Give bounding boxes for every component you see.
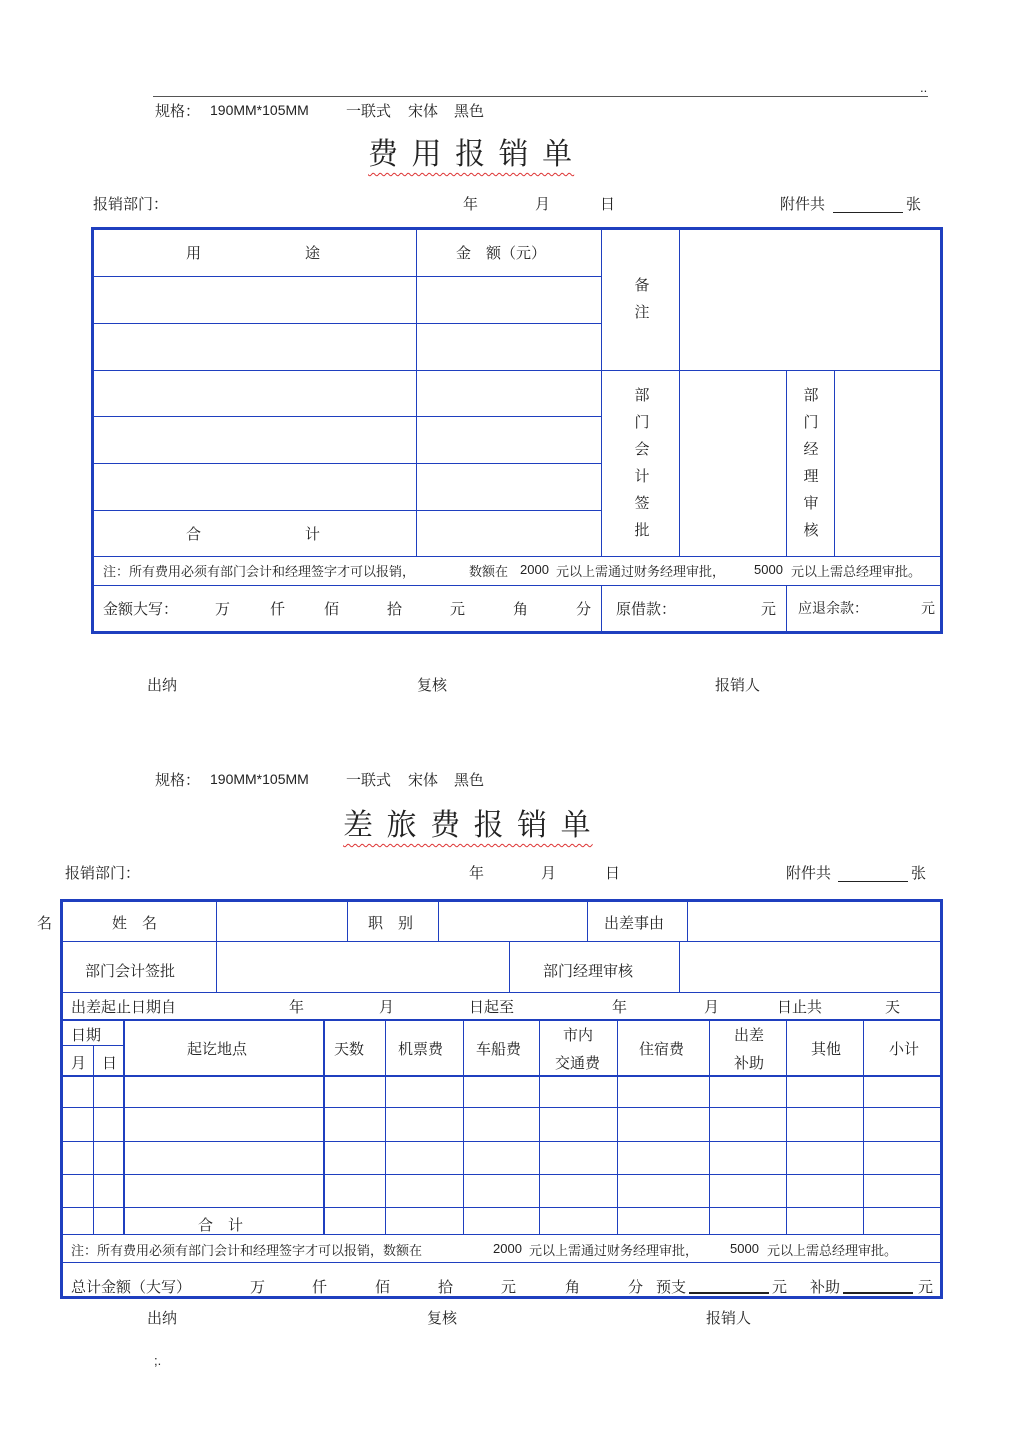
total-label: 合 计 <box>198 1216 244 1234</box>
note-text: 元以上需总经理审批。 <box>767 1244 898 1259</box>
period-year2: 年 <box>612 998 628 1016</box>
col-line <box>601 585 602 632</box>
row-line <box>62 1141 941 1142</box>
header-days: 天数 <box>334 1040 365 1058</box>
col-line <box>679 229 680 556</box>
unit-fen: 分 <box>576 600 592 618</box>
col-line <box>617 1019 618 1234</box>
col-line <box>385 1019 386 1234</box>
row-line <box>62 1207 941 1208</box>
col-line <box>438 901 439 941</box>
advance-field[interactable] <box>689 1292 769 1294</box>
row-line <box>62 1174 941 1175</box>
date-day: 日 <box>605 864 621 882</box>
dept-accounting-label: 部门会计签批 <box>85 962 176 980</box>
note-text: 元以上需通过财务经理审批， <box>529 1244 699 1259</box>
row-line <box>62 992 941 993</box>
stray-char: 名 <box>37 914 53 932</box>
header-purpose-a: 用 <box>186 244 202 262</box>
header-fare: 车船费 <box>476 1040 522 1058</box>
attach-unit: 张 <box>911 864 927 882</box>
col-line <box>709 1019 710 1234</box>
spec-copies: 一联式 <box>346 102 392 120</box>
note-text: 注：所有费用必须有部门会计和经理签字才可以报销， <box>103 565 416 580</box>
spec-color: 黑色 <box>454 102 485 120</box>
col-line <box>834 370 835 556</box>
travel-table <box>60 899 943 1299</box>
unit-qian: 仟 <box>270 600 286 618</box>
col-line <box>587 901 588 941</box>
form-title: 差 旅 费 报 销 单 <box>343 808 593 843</box>
refund-label: 应退余款： <box>798 601 868 617</box>
capital-amount-label: 总计金额（大写） <box>71 1278 192 1296</box>
col-line <box>863 1019 864 1234</box>
note-amount: 5000 <box>754 562 783 577</box>
col-line <box>123 1019 125 1234</box>
date-year: 年 <box>463 195 479 213</box>
col-line <box>416 229 417 556</box>
row-line <box>93 416 601 417</box>
note-amount: 5000 <box>730 1241 759 1256</box>
unit-yuan: 元 <box>450 600 466 618</box>
header-local-a: 市内 <box>563 1026 594 1044</box>
footer-claimant: 报销人 <box>715 676 761 694</box>
loan-label: 原借款： <box>616 600 677 618</box>
unit-qian: 仟 <box>312 1278 328 1296</box>
attach-unit: 张 <box>906 195 922 213</box>
header-route: 起讫地点 <box>187 1040 248 1058</box>
unit-jiao: 角 <box>565 1278 581 1296</box>
total-label-b: 计 <box>305 525 321 543</box>
col-line <box>539 1019 540 1234</box>
footer-review: 复核 <box>417 676 448 694</box>
unit-yuan: 元 <box>501 1278 517 1296</box>
col-line <box>786 585 787 632</box>
period-month1: 月 <box>379 998 395 1016</box>
bottom-mark: ;. <box>154 1353 162 1368</box>
date-month: 月 <box>535 195 551 213</box>
dept-manager-label: 部门经理审核 <box>543 962 634 980</box>
top-right-mark: .. <box>920 80 928 95</box>
header-other: 其他 <box>811 1040 842 1058</box>
dept-label: 报销部门： <box>93 195 169 213</box>
period-year1: 年 <box>289 998 305 1016</box>
spec-copies: 一联式 <box>346 771 392 789</box>
header-local-b: 交通费 <box>555 1054 601 1072</box>
unit-wan: 万 <box>250 1278 266 1296</box>
dept-label: 报销部门： <box>65 864 141 882</box>
row-line <box>62 941 941 942</box>
col-line <box>216 901 217 992</box>
loan-unit: 元 <box>761 600 777 618</box>
note-text: 数额在 <box>469 565 509 580</box>
period-from: 日起至 <box>469 998 515 1016</box>
note-text: 元以上需总经理审批。 <box>791 565 922 580</box>
position-label: 职 别 <box>368 914 414 932</box>
row-line <box>93 556 941 557</box>
row-line <box>93 370 941 371</box>
subsidy-label: 补助 <box>810 1278 841 1296</box>
col-line <box>347 901 348 941</box>
row-line <box>93 276 601 277</box>
unit-jiao: 角 <box>513 600 529 618</box>
advance-unit: 元 <box>772 1278 788 1296</box>
unit-shi: 拾 <box>387 600 403 618</box>
note-amount: 2000 <box>520 562 549 577</box>
spec-size: 190MM*105MM <box>210 102 309 118</box>
header-month: 月 <box>71 1054 87 1072</box>
refund-unit: 元 <box>921 601 935 617</box>
name-label: 姓 名 <box>112 914 158 932</box>
row-line <box>93 323 601 324</box>
col-line <box>679 941 680 992</box>
date-day: 日 <box>600 195 616 213</box>
reason-label: 出差事由 <box>604 914 665 932</box>
unit-shi: 拾 <box>438 1278 454 1296</box>
header-date: 日期 <box>71 1026 102 1044</box>
attach-label: 附件共 <box>780 195 826 213</box>
col-line <box>509 941 510 992</box>
header-day: 日 <box>102 1054 118 1072</box>
spec-color: 黑色 <box>454 771 485 789</box>
unit-bai: 佰 <box>324 600 340 618</box>
attach-label: 附件共 <box>786 864 832 882</box>
total-label-a: 合 <box>186 525 202 543</box>
row-line <box>93 585 941 586</box>
dept-accounting-label: 部门会计签批 <box>634 386 650 539</box>
col-line <box>786 1019 787 1234</box>
period-prefix: 出差起止日期自 <box>71 998 177 1016</box>
spec-label: 规格： <box>155 102 201 120</box>
unit-bai: 佰 <box>375 1278 391 1296</box>
top-rule <box>153 96 928 97</box>
footer-claimant: 报销人 <box>706 1309 752 1327</box>
unit-fen: 分 <box>628 1278 644 1296</box>
spec-font: 宋体 <box>408 102 439 120</box>
footer-cashier: 出纳 <box>147 1309 178 1327</box>
subsidy-unit: 元 <box>918 1278 934 1296</box>
note-text: 元以上需通过财务经理审批， <box>556 565 726 580</box>
header-airfare: 机票费 <box>398 1040 444 1058</box>
unit-wan: 万 <box>215 600 231 618</box>
header-allow-a: 出差 <box>734 1026 765 1044</box>
period-days: 天 <box>885 998 901 1016</box>
row-line <box>62 1107 941 1108</box>
col-line <box>786 370 787 556</box>
col-line <box>323 1019 325 1234</box>
header-amount: 金 额（元） <box>456 244 547 262</box>
capital-amount-label: 金额大写： <box>103 600 179 618</box>
attach-count-field[interactable] <box>838 881 908 882</box>
row-line <box>93 510 601 511</box>
spec-font: 宋体 <box>408 771 439 789</box>
dept-manager-label: 部门经理审核 <box>803 386 819 539</box>
col-line <box>601 229 602 556</box>
col-line <box>93 1045 94 1234</box>
attach-count-field[interactable] <box>833 212 903 213</box>
subsidy-field[interactable] <box>843 1292 913 1294</box>
row-line <box>93 463 601 464</box>
footer-cashier: 出纳 <box>147 676 178 694</box>
note-amount: 2000 <box>493 1241 522 1256</box>
header-lodging: 住宿费 <box>639 1040 685 1058</box>
spec-size: 190MM*105MM <box>210 771 309 787</box>
advance-label: 预支 <box>656 1278 687 1296</box>
footer-review: 复核 <box>427 1309 458 1327</box>
col-line <box>687 901 688 941</box>
period-to: 日止共 <box>777 998 823 1016</box>
header-purpose-b: 途 <box>305 244 321 262</box>
period-month2: 月 <box>704 998 720 1016</box>
date-month: 月 <box>541 864 557 882</box>
col-line <box>463 1019 464 1234</box>
date-year: 年 <box>469 864 485 882</box>
row-line <box>62 1234 941 1235</box>
header-allow-b: 补助 <box>734 1054 765 1072</box>
row-line <box>62 1262 941 1263</box>
note-text: 注：所有费用必须有部门会计和经理签字才可以报销，数额在 <box>71 1244 423 1259</box>
form-title: 费 用 报 销 单 <box>368 137 575 172</box>
remark-label: 备注 <box>634 276 650 321</box>
header-subtotal: 小计 <box>889 1040 920 1058</box>
spec-label: 规格： <box>155 771 201 789</box>
row-line <box>62 1075 941 1077</box>
row-line <box>62 1019 941 1021</box>
